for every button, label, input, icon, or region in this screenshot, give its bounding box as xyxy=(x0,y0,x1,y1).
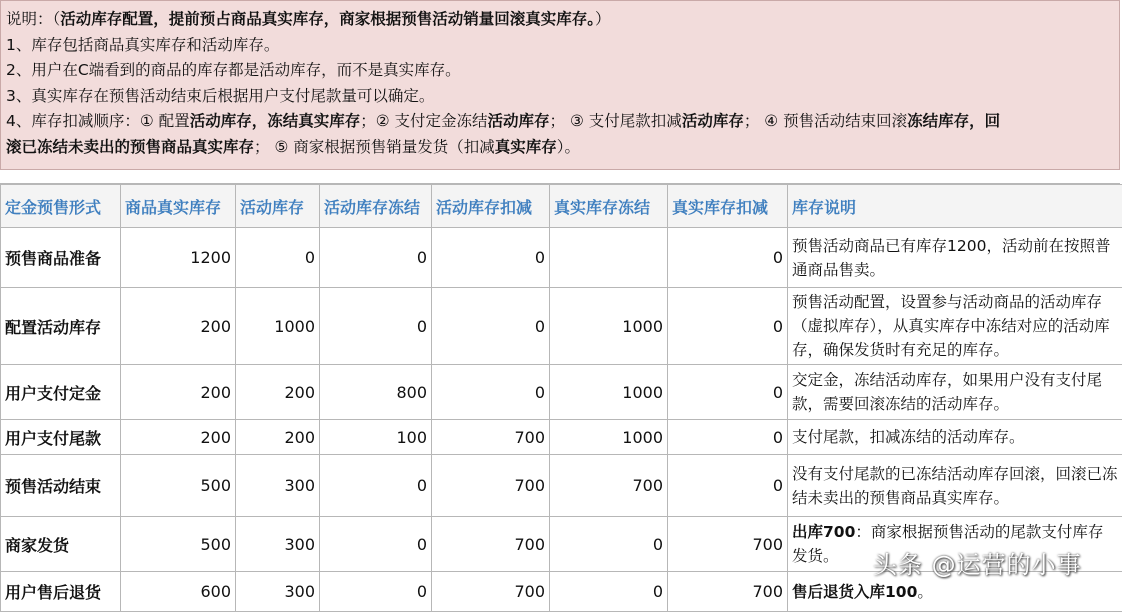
table-cell: 0 xyxy=(320,517,432,572)
table-row xyxy=(1,228,1122,288)
table-cell: 300 xyxy=(236,455,320,517)
column-header: 真实库存冻结 xyxy=(550,185,668,228)
note-line-5-segment: ；② 支付定金冻结 xyxy=(360,112,487,130)
table-cell: 300 xyxy=(236,517,320,572)
row-label: 商家发货 xyxy=(1,517,121,572)
spacer-row xyxy=(0,170,1120,184)
table-row xyxy=(1,455,1122,517)
column-header: 库存说明 xyxy=(788,185,1122,228)
row-description-segment: 交定金，冻结活动库存，如果用户没有支付尾款，需要回滚冻结的活动库存。 xyxy=(792,371,1102,413)
table-cell: 0 xyxy=(432,365,550,420)
note-line-6-segment: 真实库存 xyxy=(495,138,557,156)
note-line-5-segment: 活动库存 xyxy=(488,112,550,130)
row-description-segment: 预售活动商品已有库存1200，活动前在按照普通商品售卖。 xyxy=(792,237,1110,279)
row-description xyxy=(788,420,1122,455)
table-cell: 200 xyxy=(236,420,320,455)
note-line-1: 说明：（活动库存配置，提前预占商品真实库存，商家根据预售活动销量回滚真实库存。） xyxy=(6,7,1113,33)
table-cell: 700 xyxy=(432,455,550,517)
table-cell: 500 xyxy=(121,455,236,517)
row-label: 用户售后退货 xyxy=(1,572,121,612)
table-row xyxy=(1,288,1122,365)
table-cell: 1000 xyxy=(550,420,668,455)
row-label: 预售商品准备 xyxy=(1,228,121,288)
column-header: 商品真实库存 xyxy=(121,185,236,228)
note-line-5-segment: 活动库存 xyxy=(682,112,744,130)
table-cell: 0 xyxy=(320,288,432,365)
note-line-5-segment: 冻结库存，回 xyxy=(907,112,1000,130)
table-cell: 1000 xyxy=(550,365,668,420)
note-line-5-segment: ； ④ 预售活动结束回滚 xyxy=(744,112,907,130)
column-header: 定金预售形式 xyxy=(1,185,121,228)
table-cell: 300 xyxy=(236,572,320,612)
row-description xyxy=(788,228,1122,288)
note-line-6-segment: 滚已冻结未卖出的预售商品真实库存 xyxy=(6,138,254,156)
table-cell: 200 xyxy=(121,365,236,420)
table-cell: 0 xyxy=(668,420,788,455)
table-cell: 600 xyxy=(121,572,236,612)
table-cell: 1200 xyxy=(121,228,236,288)
note-line-6-segment: ）。 xyxy=(557,138,580,156)
table-cell: 0 xyxy=(320,228,432,288)
row-label: 用户支付定金 xyxy=(1,365,121,420)
row-description xyxy=(788,288,1122,365)
table-header-row xyxy=(1,185,1122,228)
column-header: 活动库存冻结 xyxy=(320,185,432,228)
note-line-1-bold: 活动库存配置，提前预占商品真实库存，商家根据预售活动销量回滚真实库存。 xyxy=(60,10,595,28)
table-cell: 200 xyxy=(236,365,320,420)
table-cell: 100 xyxy=(320,420,432,455)
table-cell: 500 xyxy=(121,517,236,572)
note-line-3: 2、用户在C端看到的商品的库存都是活动库存，而不是真实库存。 xyxy=(6,58,1113,84)
row-label: 用户支付尾款 xyxy=(1,420,121,455)
table-cell: 0 xyxy=(320,455,432,517)
row-description-segment: 售后退货入库100 xyxy=(792,583,917,601)
table-cell: 0 xyxy=(668,455,788,517)
table-cell: 700 xyxy=(432,572,550,612)
table-cell: 0 xyxy=(668,365,788,420)
table-cell: 1000 xyxy=(550,288,668,365)
note-line-4: 3、真实库存在预售活动结束后根据用户支付尾款量可以确定。 xyxy=(6,84,1113,110)
row-description-segment: 预售活动配置，设置参与活动商品的活动库存（虚拟库存），从真实库存中冻结对应的活动库存，确保发货时有充足的库存。 xyxy=(792,293,1110,359)
table-cell: 700 xyxy=(550,455,668,517)
note-line-5 xyxy=(6,109,1113,135)
table-cell xyxy=(550,228,668,288)
table-cell: 0 xyxy=(550,517,668,572)
table-cell: 700 xyxy=(432,420,550,455)
row-description-segment: ：商家根据预售活动的尾款支付库存发货。 xyxy=(792,523,1103,565)
row-description-segment: 。 xyxy=(917,583,933,601)
table-cell: 700 xyxy=(432,517,550,572)
column-header: 活动库存扣减 xyxy=(432,185,550,228)
note-line-6-segment: ； ⑤ 商家根据预售销量发货（扣减 xyxy=(254,138,495,156)
table-cell: 0 xyxy=(236,228,320,288)
table-cell: 0 xyxy=(320,572,432,612)
table-cell: 200 xyxy=(121,420,236,455)
table-cell: 700 xyxy=(668,572,788,612)
row-description-segment: 出库700 xyxy=(792,523,855,541)
row-label: 配置活动库存 xyxy=(1,288,121,365)
column-header: 真实库存扣减 xyxy=(668,185,788,228)
watermark: 头条 @运营的小事 xyxy=(873,545,1082,580)
table-cell: 1000 xyxy=(236,288,320,365)
table-cell: 0 xyxy=(550,572,668,612)
row-description xyxy=(788,455,1122,517)
note-box xyxy=(0,0,1120,170)
table-row xyxy=(1,365,1122,420)
table-cell: 200 xyxy=(121,288,236,365)
note-line-5-segment: 活动库存，冻结真实库存 xyxy=(190,112,361,130)
row-description xyxy=(788,365,1122,420)
table-cell: 0 xyxy=(668,288,788,365)
table-cell: 800 xyxy=(320,365,432,420)
note-line-6 xyxy=(6,135,1113,161)
row-label: 预售活动结束 xyxy=(1,455,121,517)
table-cell: 0 xyxy=(668,228,788,288)
row-description-segment: 支付尾款，扣减冻结的活动库存。 xyxy=(792,428,1025,446)
table-row xyxy=(1,420,1122,455)
table-cell: 0 xyxy=(432,228,550,288)
note-line-5-segment: 4、库存扣减顺序：① 配置 xyxy=(6,112,190,130)
table-cell: 0 xyxy=(432,288,550,365)
row-description-segment: 没有支付尾款的已冻结活动库存回滚，回滚已冻结未卖出的预售商品真实库存。 xyxy=(792,465,1118,507)
note-line-2: 1、库存包括商品真实库存和活动库存。 xyxy=(6,33,1113,59)
column-header: 活动库存 xyxy=(236,185,320,228)
table-cell: 700 xyxy=(668,517,788,572)
note-line-5-segment: ； ③ 支付尾款扣减 xyxy=(550,112,682,130)
